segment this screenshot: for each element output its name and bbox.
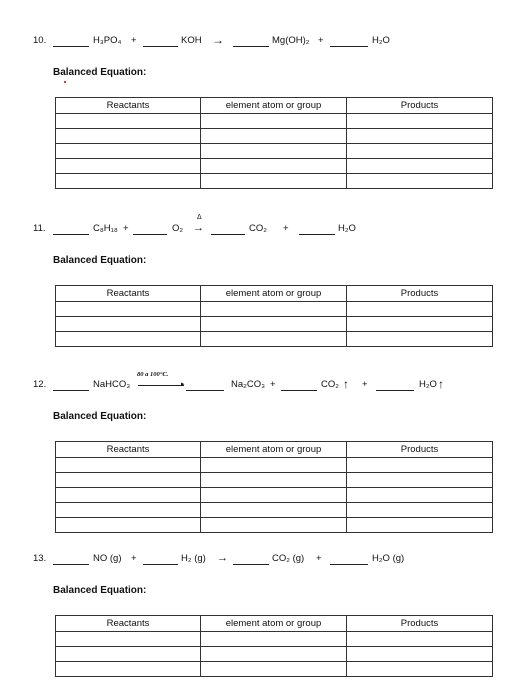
red-mark (64, 81, 66, 83)
table-row (56, 129, 493, 144)
product-2: H₂O (g) (372, 553, 405, 564)
product-2: H₂O (338, 223, 356, 234)
table-row (56, 518, 493, 533)
coefficient-blank[interactable] (53, 225, 89, 235)
header-reactants: Reactants (56, 286, 201, 302)
balance-table-12 (55, 441, 493, 533)
product-3: H₂O (419, 379, 437, 390)
problem-number: 11. (33, 223, 46, 234)
table-cell[interactable] (201, 129, 347, 144)
header-reactants: Reactants (56, 616, 201, 632)
plus-sign: + (283, 223, 289, 234)
table-cell[interactable] (347, 488, 493, 503)
coefficient-blank[interactable] (376, 381, 414, 391)
table-cell[interactable] (56, 647, 201, 662)
plus-sign: + (270, 379, 276, 390)
table-cell[interactable] (56, 473, 201, 488)
plus-sign: + (131, 553, 137, 564)
plus-sign: + (131, 35, 137, 46)
table-row (56, 174, 493, 189)
table-header-row (56, 442, 493, 458)
problem-number: 12. (33, 379, 47, 390)
table-cell[interactable] (201, 518, 347, 533)
plus-sign: + (362, 379, 368, 390)
table-cell[interactable] (56, 332, 201, 347)
coefficient-blank[interactable] (133, 225, 167, 235)
table-cell[interactable] (347, 632, 493, 647)
reactant-2: KOH (181, 35, 202, 46)
table-cell[interactable] (347, 473, 493, 488)
table-row (56, 302, 493, 317)
balanced-equation-label: Balanced Equation: (53, 67, 147, 78)
table-cell[interactable] (201, 458, 347, 473)
reactant-1: NO (g) (93, 553, 122, 564)
balanced-equation-label: Balanced Equation: (53, 411, 147, 422)
product-1: CO₂ (249, 223, 267, 234)
table-cell[interactable] (56, 632, 201, 647)
header-element: element atom or group (201, 442, 347, 458)
table-cell[interactable] (56, 488, 201, 503)
gas-arrow-icon: ↑ (343, 377, 349, 391)
balanced-equation-label: Balanced Equation: (53, 585, 147, 596)
table-cell[interactable] (347, 518, 493, 533)
gas-arrow-icon: ↑ (438, 377, 444, 391)
coefficient-blank[interactable] (143, 555, 178, 565)
table-cell[interactable] (201, 332, 347, 347)
table-row (56, 473, 493, 488)
table-cell[interactable] (201, 503, 347, 518)
reactant-2: O₂ (172, 223, 184, 234)
table-cell[interactable] (347, 144, 493, 159)
coefficient-blank[interactable] (299, 225, 335, 235)
table-row (56, 317, 493, 332)
coefficient-blank[interactable] (53, 381, 89, 391)
reactant-1: NaHCO₃ (93, 379, 131, 390)
product-2: CO₂ (321, 379, 339, 390)
table-cell[interactable] (347, 174, 493, 189)
product-2: H₂O (372, 35, 390, 46)
plus-sign: + (318, 35, 324, 46)
table-cell[interactable] (56, 503, 201, 518)
table-cell[interactable] (56, 518, 201, 533)
condition-arrow-line (138, 385, 184, 386)
coefficient-blank[interactable] (53, 37, 89, 47)
plus-sign: + (316, 553, 322, 564)
table-cell[interactable] (347, 129, 493, 144)
table-cell[interactable] (201, 488, 347, 503)
reaction-arrow: → (212, 33, 224, 47)
table-cell[interactable] (201, 632, 347, 647)
table-cell[interactable] (347, 458, 493, 473)
header-reactants: Reactants (56, 98, 201, 114)
balance-table-13 (55, 615, 493, 677)
coefficient-blank[interactable] (330, 37, 368, 47)
table-cell[interactable] (347, 332, 493, 347)
condition-arrow-head: ▸ (181, 381, 185, 388)
table-cell[interactable] (201, 302, 347, 317)
coefficient-blank[interactable] (186, 381, 224, 391)
balance-table-10 (55, 97, 493, 189)
reaction-condition: 80 a 100°C. (137, 371, 169, 378)
table-cell[interactable] (56, 662, 201, 677)
table-cell[interactable] (56, 174, 201, 189)
table-row (56, 632, 493, 647)
table-cell[interactable] (347, 503, 493, 518)
header-products: Products (347, 442, 493, 458)
heat-symbol: Δ (197, 214, 202, 221)
table-cell[interactable] (201, 662, 347, 677)
table-cell[interactable] (201, 647, 347, 662)
balanced-equation-label: Balanced Equation: (53, 255, 147, 266)
header-element: element atom or group (201, 98, 347, 114)
table-row (56, 332, 493, 347)
table-cell[interactable] (201, 159, 347, 174)
coefficient-blank[interactable] (233, 555, 269, 565)
table-cell[interactable] (347, 159, 493, 174)
table-cell[interactable] (56, 458, 201, 473)
table-row (56, 144, 493, 159)
header-reactants: Reactants (56, 442, 201, 458)
coefficient-blank[interactable] (143, 37, 178, 47)
table-cell[interactable] (201, 114, 347, 129)
table-cell[interactable] (347, 647, 493, 662)
product-1: Na₂CO₃ (231, 379, 265, 390)
header-element: element atom or group (201, 286, 347, 302)
header-element: element atom or group (201, 616, 347, 632)
header-products: Products (347, 98, 493, 114)
plus-sign: + (123, 223, 129, 234)
table-row (56, 662, 493, 677)
table-header-row (56, 286, 493, 302)
table-cell[interactable] (56, 159, 201, 174)
reaction-arrow: → (193, 222, 204, 234)
table-row (56, 647, 493, 662)
table-row (56, 488, 493, 503)
table-cell[interactable] (347, 302, 493, 317)
table-cell[interactable] (201, 174, 347, 189)
header-products: Products (347, 616, 493, 632)
table-header-row (56, 98, 493, 114)
coefficient-blank[interactable] (211, 225, 245, 235)
table-row (56, 503, 493, 518)
reaction-arrow: → (217, 552, 228, 564)
reactant-2: H₂ (g) (181, 553, 206, 564)
table-cell[interactable] (56, 144, 201, 159)
table-cell[interactable] (347, 662, 493, 677)
table-row (56, 458, 493, 473)
reactant-1: C₈H₁₈ (93, 223, 118, 234)
table-cell[interactable] (201, 473, 347, 488)
reactant-1: H₃PO₄ (93, 35, 122, 46)
product-1: CO₂ (g) (272, 553, 305, 564)
table-cell[interactable] (201, 317, 347, 332)
table-header-row (56, 616, 493, 632)
problem-number: 10. (33, 35, 47, 46)
coefficient-blank[interactable] (233, 37, 269, 47)
table-cell[interactable] (56, 114, 201, 129)
table-cell[interactable] (56, 302, 201, 317)
problem-number: 13. (33, 553, 47, 564)
table-cell[interactable] (347, 317, 493, 332)
balance-table-11 (55, 285, 493, 347)
header-products: Products (347, 286, 493, 302)
coefficient-blank[interactable] (281, 381, 317, 391)
table-cell[interactable] (347, 114, 493, 129)
coefficient-blank[interactable] (53, 555, 89, 565)
table-row (56, 114, 493, 129)
coefficient-blank[interactable] (330, 555, 368, 565)
table-cell[interactable] (56, 129, 201, 144)
table-cell[interactable] (201, 144, 347, 159)
table-cell[interactable] (56, 317, 201, 332)
table-row (56, 159, 493, 174)
product-1: Mg(OH)₂ (272, 35, 310, 46)
